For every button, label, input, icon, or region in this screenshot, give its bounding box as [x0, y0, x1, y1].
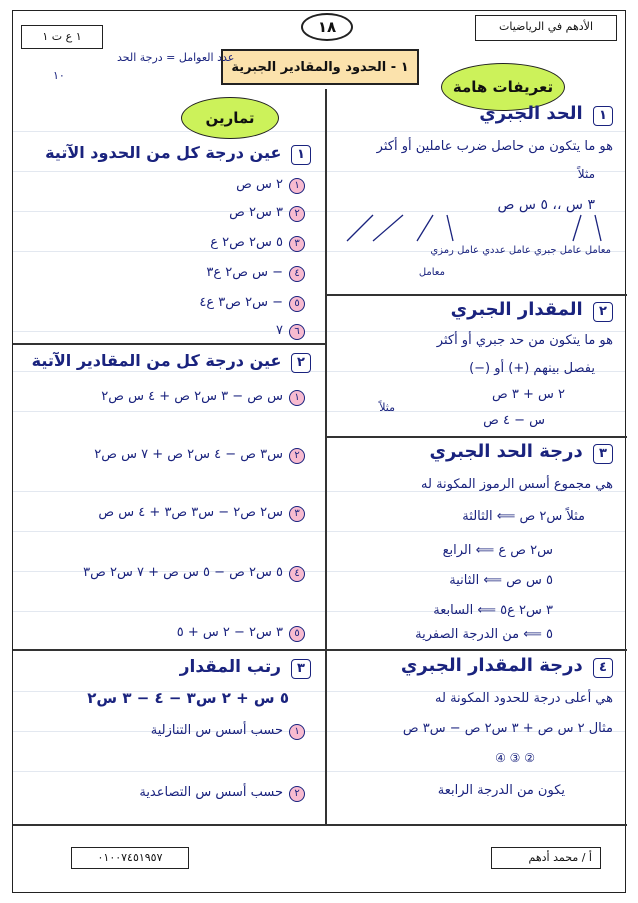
def1-line: هو ما يتكون من حاصل ضرب عاملين أو أكثر: [376, 139, 613, 154]
ex1-item-number: ٤: [289, 266, 305, 282]
ex1-badge: ١: [291, 145, 311, 165]
def2-badge: ٢: [593, 302, 613, 322]
ex1-item-number: ٣: [289, 236, 305, 252]
ex2-item-number: ٢: [289, 448, 305, 464]
def2-title: المقدار الجبري: [450, 299, 583, 320]
def4-line: يكون من الدرجة الرابعة: [437, 783, 565, 798]
section-divider: [327, 436, 627, 438]
def2-line: يفصل بينهم (+) أو (−): [469, 361, 595, 376]
def1-labels: معامل عامل جبري عامل عددي عامل رمزي: [430, 245, 611, 256]
ex1-item: [229, 205, 305, 222]
def1-badge: ١: [593, 106, 613, 126]
ex1-item-number: ٢: [289, 206, 305, 222]
def2-line: هو ما يتكون من حد جبري أو أكثر: [436, 333, 613, 348]
footer-divider: [13, 824, 627, 826]
section-divider: [327, 294, 627, 296]
section-divider: [327, 649, 627, 651]
ex2-item-number: ١: [289, 390, 305, 406]
ex2-item: [98, 505, 305, 522]
ex2-item-number: ٣: [289, 506, 305, 522]
def4-heading: [401, 655, 613, 678]
def1-title: الحد الجبري: [479, 103, 583, 124]
exercises-cloud: تمارين: [181, 97, 279, 139]
degree-note: [117, 51, 234, 64]
ex2-title: عين درجة كل من المقادير الآتية: [31, 351, 282, 370]
section-divider: [13, 343, 325, 345]
column-divider: [325, 89, 327, 824]
def2-example: ٢ س + ٣ ص: [492, 387, 565, 402]
def3-heading: [429, 441, 613, 464]
def1-example: ٣ س ،، ٥ س ص: [497, 197, 595, 213]
def3-example: ٣ س٢ ع٥ ⟸ السابعة: [433, 603, 553, 618]
ex2-item: [83, 565, 305, 582]
grade-label: ١ ع ت ١: [42, 30, 82, 43]
def3-example: س٢ ص ع ⟸ الرابع: [442, 543, 553, 558]
def3-title: درجة الحد الجبري: [429, 441, 583, 462]
ruled-line: [13, 771, 625, 772]
def4-badge: ٤: [593, 658, 613, 678]
def4-title: درجة المقدار الجبري: [400, 655, 583, 676]
ex3-item-number: ٢: [289, 786, 305, 802]
ex1-item: [210, 235, 305, 252]
section-divider: [13, 649, 325, 651]
ex3-expression: ٥ س + ٢ س٣ − ٤ − ٣ س٢: [87, 689, 289, 707]
degree-note-mark: ١٠: [53, 69, 65, 82]
ex3-badge: ٣: [291, 659, 311, 679]
def3-line: هي مجموع أسس الرموز المكونة له: [421, 477, 613, 492]
ex3-item-text: حسب أسس س التصاعدية: [139, 785, 283, 800]
def2-example-label: مثلاً: [379, 401, 395, 414]
ex1-item-text: ٢ س ص: [236, 177, 283, 192]
ex2-item-number: ٤: [289, 566, 305, 582]
def1-heading: [479, 103, 613, 126]
ex1-item-text: ٥ س٢ ص٢ ع: [210, 235, 283, 250]
ex1-item-text: − س٢ ص٣ ع٤: [199, 295, 283, 310]
def2-example: س − ٤ ص: [483, 413, 545, 428]
ex1-item: [199, 295, 305, 312]
ex3-item-text: حسب أسس س التنازلية: [150, 723, 283, 738]
def4-degrees: ② ③ ④: [495, 751, 535, 765]
page-number: ١٨: [301, 13, 353, 41]
ex2-item-text: ٣ س٢ − ٢ س + ٥: [176, 625, 283, 640]
phone-box: [71, 847, 189, 869]
degree-note-text: عدد العوامل = درجة الحد: [117, 51, 235, 64]
definitions-cloud: تعريفات هامة: [441, 63, 565, 111]
ex3-heading: [180, 657, 311, 679]
def3-example: ٥ ⟸ من الدرجة الصفرية: [415, 627, 553, 642]
ruled-line: [13, 531, 625, 532]
author-name: أ / محمد أدهم: [528, 851, 592, 864]
ruled-line: [13, 131, 625, 132]
ex1-title: عين درجة كل من الحدود الآتية: [45, 143, 282, 162]
ex3-item: [151, 723, 305, 740]
def2-heading: [451, 299, 613, 322]
def4-line: هي أعلى درجة للحدود المكونة له: [435, 691, 613, 706]
ex1-item: [206, 265, 305, 282]
ex3-item-number: ١: [289, 724, 305, 740]
def3-badge: ٣: [593, 444, 613, 464]
ex2-item: [177, 625, 305, 642]
ex1-heading: [45, 143, 311, 165]
book-title-box: [475, 15, 617, 41]
def1-arrows: [333, 211, 623, 245]
ex2-badge: ٢: [291, 353, 311, 373]
def3-example: مثلاً س٢ ص ⟸ الثالثة: [462, 509, 585, 524]
ex1-item-text: ٣ س٢ ص: [229, 205, 283, 220]
ex2-heading: [32, 351, 311, 373]
worksheet-page: [12, 10, 626, 893]
ex1-item: [236, 177, 305, 194]
book-title: الأدهم في الرياضيات: [498, 20, 594, 33]
ex3-item: [139, 785, 305, 802]
def1-labels: معامل: [418, 267, 445, 278]
phone-number: ٠١٠٠٧٤٥١٩٥٧: [97, 851, 163, 864]
ex1-item: [276, 323, 305, 340]
lesson-title: ١ - الحدود والمقادير الجبرية: [221, 49, 419, 85]
author-box: [491, 847, 601, 869]
ruled-line: [13, 171, 625, 172]
ex1-item-text: − س ص٢ ع٣: [206, 265, 283, 280]
ex1-item-number: ٥: [289, 296, 305, 312]
ruled-line: [13, 331, 625, 332]
def3-example: ٥ س ص ⟸ الثانية: [449, 573, 553, 588]
ruled-line: [13, 411, 625, 412]
def1-line: مثلاً: [577, 167, 595, 181]
ex2-item-number: ٥: [289, 626, 305, 642]
ex2-item-text: س٣ ص − ٤ س٢ ص + ٧ س ص٢: [94, 447, 283, 462]
ex2-item-text: س ص − ٣ س٢ ص + ٤ س ص٢: [101, 389, 283, 404]
ex3-title: رتب المقدار: [179, 657, 282, 677]
grade-box: [21, 25, 103, 49]
ex2-item: [101, 389, 305, 406]
ex1-item-text: ٧: [276, 323, 283, 338]
ex2-item: [94, 447, 305, 464]
ex2-item-text: ٥ س٢ ص − ٥ س ص + ٧ س٢ ص٣: [83, 565, 283, 580]
ex2-item-text: س٢ ص٢ − س٣ ص٣ + ٤ س ص: [98, 505, 283, 520]
ex1-item-number: ١: [289, 178, 305, 194]
def4-example: مثال ٢ س ص + ٣ س٢ ص − س٣ ص: [402, 721, 613, 736]
ex1-item-number: ٦: [289, 324, 305, 340]
